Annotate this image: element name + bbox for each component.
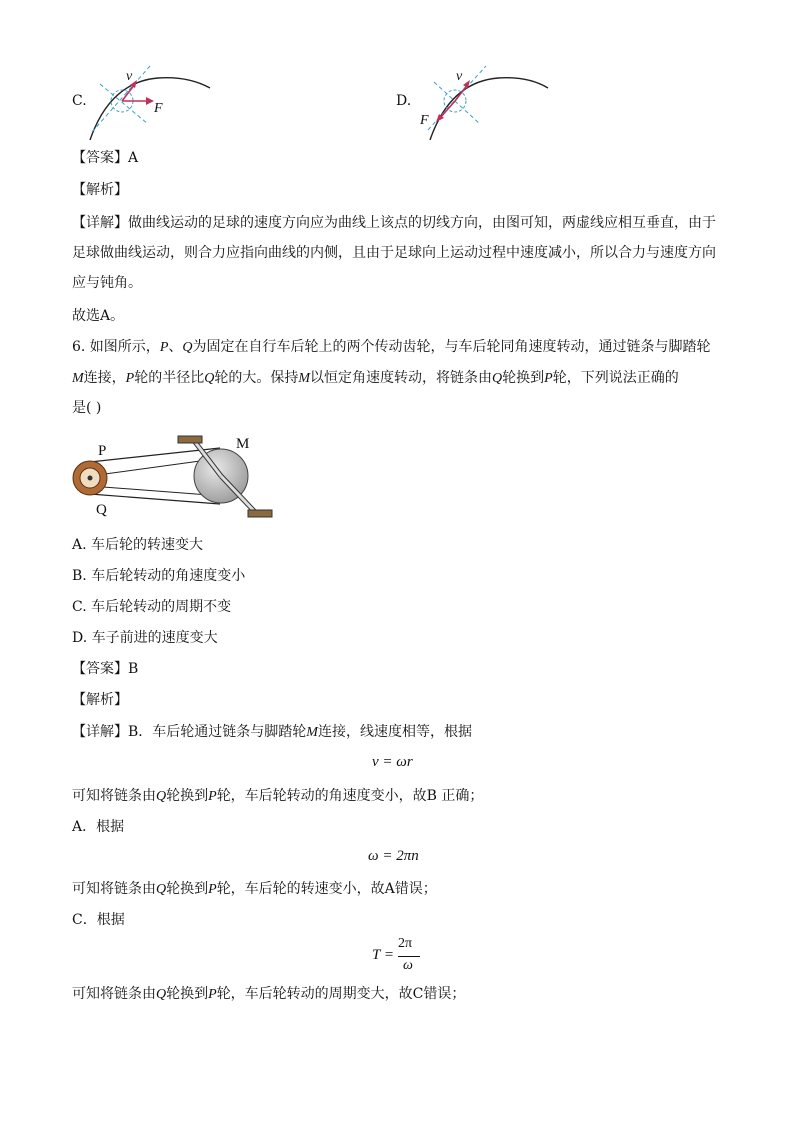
q6-detail-text: 轮，车后轮转动的周期变大，故C错误； (216, 986, 466, 1002)
q6-var-p: P (208, 789, 217, 804)
q6-stem-text: 轮的大。保持 (214, 370, 299, 386)
fraction-bar (398, 956, 420, 957)
q6-option-a: A. 车后轮的转速变大 (72, 537, 204, 553)
option-d-label: D. (396, 93, 412, 109)
q6-var-q: Q (156, 987, 167, 1002)
q6-detail-text: 轮换到 (166, 881, 209, 897)
equation-v-omega-r: v = ωr (372, 754, 413, 770)
fraction-numerator: 2π (398, 936, 413, 951)
q6-detail-text: 可知将链条由 (72, 986, 156, 1002)
q6-var-q: Q (492, 371, 503, 386)
q6-stem-sep: 、 (168, 339, 183, 355)
q6-var-m: M (306, 725, 318, 740)
q6-stem-text: 以恒定角速度转动，将链条由 (310, 370, 493, 386)
q6-detail-text: 可知将链条由 (72, 881, 156, 897)
gear-label-p: P (98, 443, 107, 459)
figure-c-curve-force (88, 62, 218, 142)
q6-var-p: P (159, 340, 169, 355)
equation-t-2pi-over-omega (372, 936, 432, 980)
force-label-c: F (154, 101, 163, 116)
q6-conclusion-c (72, 984, 465, 1005)
q6-conclusion-b (72, 786, 483, 807)
q5-detail-line-1: 【详解】做曲线运动的足球的速度方向应为曲线上该点的切线方向，由图可知，两虚线应相互垂直，由于 (72, 215, 716, 231)
q6-var-p: P (208, 882, 217, 897)
q6-option-c: C. 车后轮转动的周期不变 (72, 599, 232, 615)
q6-stem-line-3: 是( ) (72, 400, 102, 416)
q6-var-m: M (298, 371, 311, 386)
q6-analysis-heading: 【解析】 (72, 692, 128, 708)
q6-conclusion-a (72, 879, 437, 900)
q6-stem-text: 轮的半径比 (134, 370, 205, 386)
q6-option-d: D. 车子前进的速度变大 (72, 630, 218, 646)
q6-var-p: P (208, 987, 217, 1002)
q6-c-label: C．根据 (72, 912, 125, 928)
q6-stem-line-2 (72, 368, 679, 389)
fraction-denominator: ω (403, 958, 413, 973)
q6-detail-b (72, 722, 472, 743)
wheel-label-m: M (236, 436, 250, 452)
q6-option-b: B. 车后轮转动的角速度变小 (72, 568, 246, 584)
q6-stem-text: 6. 如图所示， (72, 339, 160, 355)
q6-stem-text: 为固定在自行车后轮上的两个传动齿轮，与车后轮同角速度转动，通过链条与脚踏轮 (192, 339, 711, 355)
q6-stem-text: 连接， (83, 370, 126, 386)
q5-choose: 故选A。 (72, 308, 125, 324)
q6-detail-text: 轮，车后轮转动的角速度变小，故B 正确； (216, 788, 484, 804)
q6-detail-text: 【详解】B．车后轮通过链条与脚踏轮 (72, 724, 307, 740)
equation-omega-2pi-n: ω = 2πn (368, 848, 419, 864)
q6-stem-text: 轮换到 (502, 370, 545, 386)
force-label-d: F (420, 113, 429, 128)
equation-lhs: T = (372, 947, 394, 963)
q6-var-q: Q (156, 789, 167, 804)
q6-var-p: P (125, 371, 135, 386)
q6-detail-text: 轮换到 (166, 788, 209, 804)
q6-var-m: M (72, 371, 84, 386)
q6-gear-figure (70, 432, 276, 524)
velocity-label-d: v (456, 69, 463, 84)
q6-var-q: Q (156, 882, 167, 897)
q6-answer: 【答案】B (72, 661, 139, 677)
q6-var-p: P (544, 371, 553, 386)
q6-var-q: Q (182, 340, 193, 355)
velocity-label-c: v (126, 69, 133, 84)
q5-detail-line-2: 足球做曲线运动，则合力应指向曲线的内侧，且由于足球向上运动过程中速度减小，所以合力与速度方向 (72, 245, 716, 261)
figure-d-curve-force (414, 62, 554, 142)
q6-detail-text: 连接，线速度相等，根据 (317, 724, 472, 740)
q6-a-label: A．根据 (72, 819, 125, 835)
q6-var-q: Q (204, 371, 215, 386)
q5-analysis-heading: 【解析】 (72, 182, 128, 198)
q6-detail-text: 轮换到 (166, 986, 209, 1002)
q5-detail-line-3: 应与钝角。 (72, 275, 142, 291)
q6-stem-text: 轮，下列说法正确的 (552, 370, 679, 386)
q6-detail-text: 轮，车后轮的转速变小，故A错误； (216, 881, 437, 897)
gear-label-q: Q (96, 502, 107, 518)
option-c-label: C. (72, 93, 87, 109)
q6-stem-line-1 (72, 337, 711, 358)
q5-answer: 【答案】A (72, 150, 139, 166)
q6-detail-text: 可知将链条由 (72, 788, 156, 804)
